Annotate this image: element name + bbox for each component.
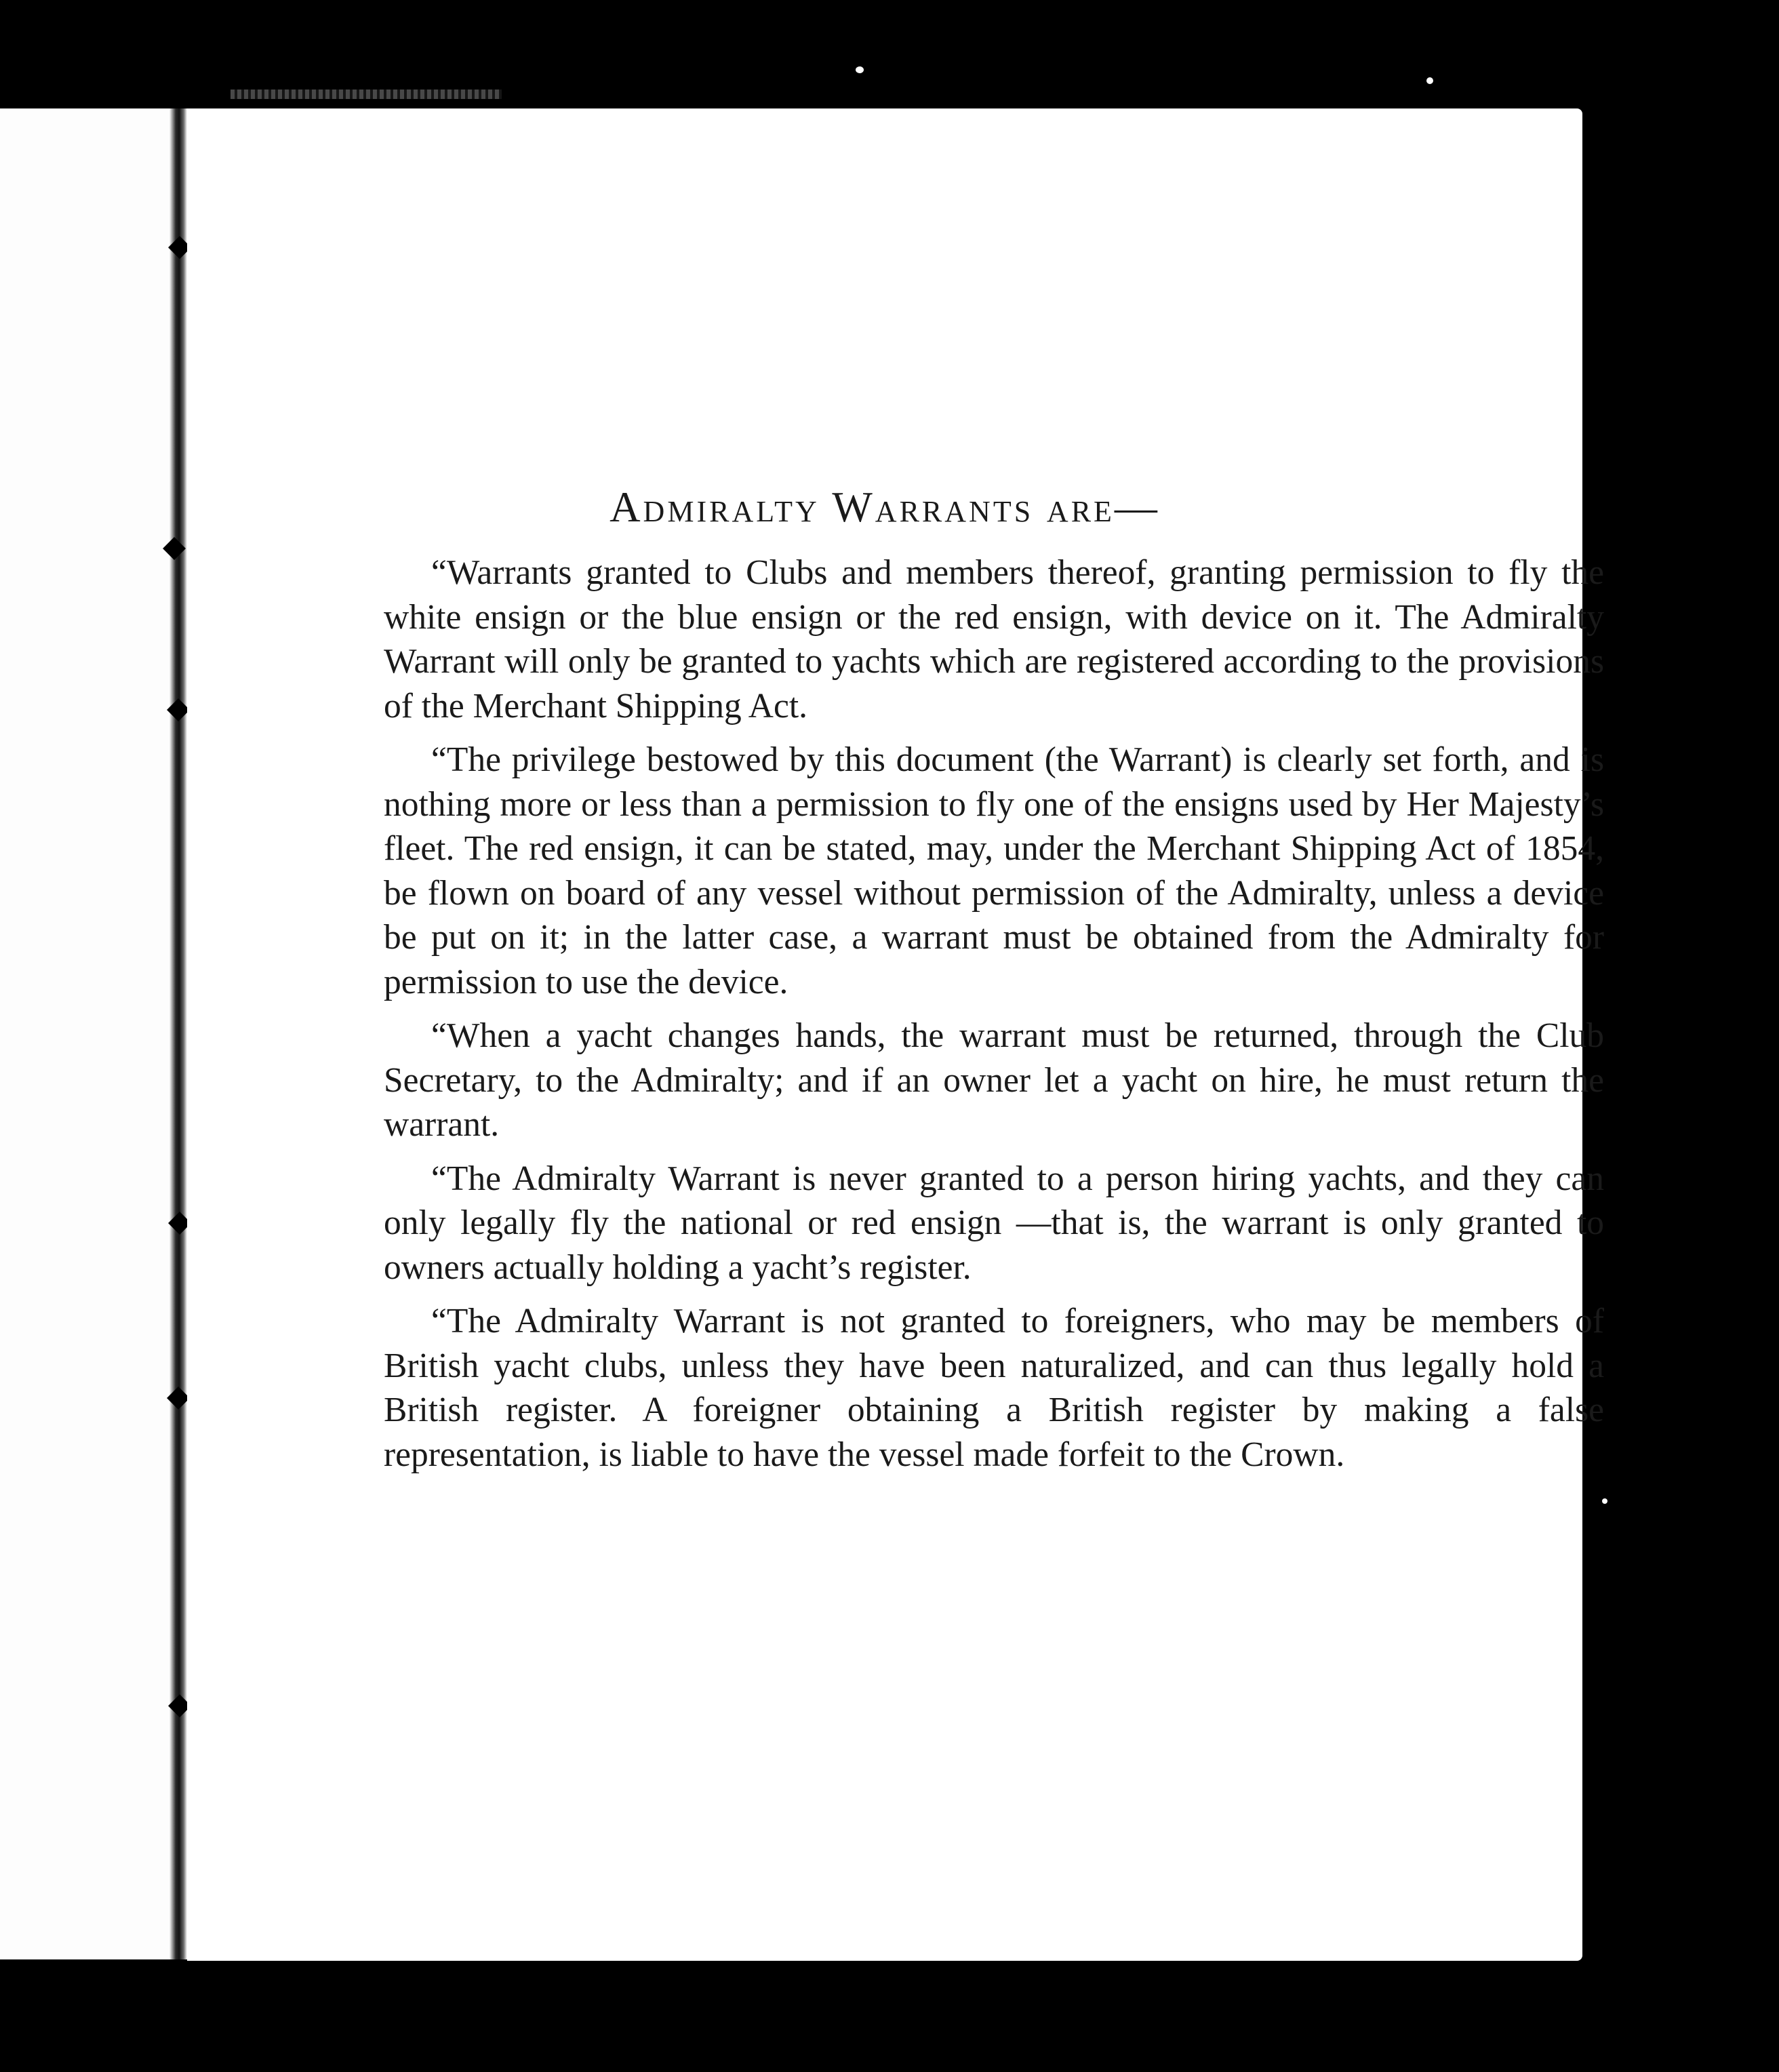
paragraph-foreigners: “The Admiralty Warrant is not granted to foreigners, who may be members of British yacht clubs, unless they have been naturalized, and can thus legally hold a British register. A foreigner obtaining a British register by making a false representation, is liable to have the vessel made forfeit to the Crown. <box>384 1302 1604 1474</box>
page-top-edge-shadow <box>231 89 502 99</box>
scan-speck <box>856 66 864 73</box>
body-text <box>384 551 1604 1486</box>
book-binding <box>169 108 187 1959</box>
paragraph-change-of-hands: “When a yacht changes hands, the warrant must be returned, through the Club Secretary, to the Admiralty; and if an owner let a yacht on hire, he must return the warrant. <box>384 1016 1604 1144</box>
section-heading: Admiralty Warrants are— <box>609 483 1160 531</box>
book-page <box>187 108 1604 1961</box>
paragraph-warrants-definition: “Warrants granted to Clubs and members thereof, granting permission to fly the white ensign or the blue ensign or the red ensign, with device on it. The Admiralty Warrant will only be granted to yachts which are registered according to the provisions of the Merchant Shipping Act. <box>384 553 1604 725</box>
paragraph-privilege: “The privilege bestowed by this document (the Warrant) is clearly set forth, and is nothing more or less than a permission to fly one of the ensigns used by Her Majesty’s fleet. The red ensign, it can be stated, may, under the Merchant Shipping Act of 1854, be flown on board of any vessel without permission of the Admiralty, unless a device be put on it; in the latter case, a warrant must be obtained from the Admiralty for permission to use the device. <box>384 740 1604 1001</box>
scan-speck <box>1602 1498 1607 1504</box>
facing-page-edge <box>0 108 178 1959</box>
scan-speck <box>1426 77 1433 84</box>
paragraph-hiring: “The Admiralty Warrant is never granted to a person hiring yachts, and they can only legally fly the national or red ensign —that is, the warrant is only granted to owners actually holding a yacht’s register. <box>384 1159 1604 1287</box>
